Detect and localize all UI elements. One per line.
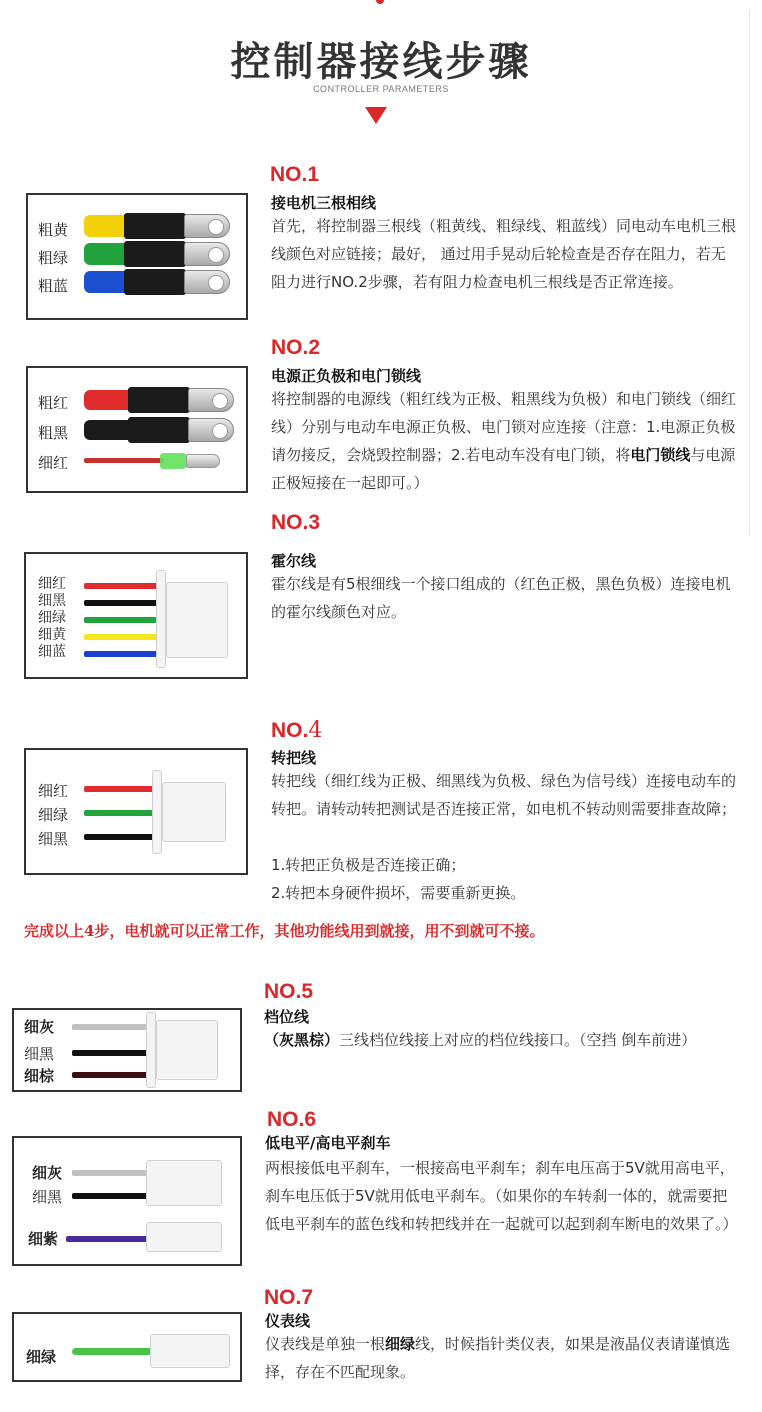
spade-terminal-icon <box>186 454 220 468</box>
step-heading: 电源正负极和电门锁线 <box>271 367 422 385</box>
text-run: 将控制器的电源线（粗红线为正极、粗黑线为负极）和电门锁线（细红线）分别与电动车电源正负极、电门锁对应连接（注意：1.电源正负极请勿接反，会烧毁控制器；2.若电动车没有电门锁，将 <box>271 390 737 464</box>
text-run: 三线档位线接上对应的档位线接口。（空挡 倒车前进） <box>339 1031 697 1049</box>
brake-connector-icon <box>146 1160 222 1206</box>
step-description: 首先，将控制器三根线（粗黄线、粗绿线、粗蓝线）同电动车电机三根线颜色对应链接；最好， 通过用手晃动后轮检查是否存在阻力，若无阻力进行NO.2步骤，若有阻力检查电机三根线是否正常连接。 <box>271 217 737 291</box>
text-run: 线，时候指针类仪表，如果是液晶仪表请谨慎选择，存在不匹配现象。 <box>265 1335 731 1381</box>
thin-black-wire <box>84 600 158 606</box>
ring-terminal-icon <box>188 388 234 412</box>
heat-shrink-sleeve <box>128 387 190 413</box>
ring-terminal-icon <box>184 270 230 294</box>
thin-green-wire <box>84 617 158 623</box>
thin-black-wire <box>72 1193 148 1199</box>
wire-label: 细红 <box>38 782 69 800</box>
text-run: 仪表线是单独一根 <box>265 1335 386 1353</box>
thin-blue-wire <box>84 651 158 657</box>
ring-terminal-icon <box>184 214 230 238</box>
step-number: NO.3 <box>271 511 321 534</box>
step-description: 转把线（细红线为正极、细黑线为负极、绿色为信号线）连接电动车的转把。请转动转把测试是否连接正常，如电机不转动则需要排查故障； <box>271 772 737 818</box>
thin-black-wire <box>72 1050 148 1056</box>
thin-brown-wire <box>72 1072 148 1078</box>
step4-wire-illustration <box>24 748 248 875</box>
wire-label: 细绿 <box>26 1348 57 1366</box>
wire-label: 细紫 <box>28 1230 59 1248</box>
wire-label: 粗绿 <box>38 249 69 267</box>
step-number: NO.1 <box>270 163 320 186</box>
ring-terminal-icon <box>188 418 234 442</box>
wire-label: 粗蓝 <box>38 277 69 295</box>
wire-label: 粗红 <box>38 394 69 412</box>
thin-red-wire <box>84 786 156 792</box>
thin-red-wire <box>84 583 158 589</box>
brake-connector-icon <box>146 1222 222 1252</box>
thin-purple-wire <box>66 1236 148 1242</box>
summary-note: 完成以上4步，电机就可以正常工作，其他功能线用到就接，用不到就可不接。 <box>24 922 545 940</box>
green-sleeve <box>160 453 186 469</box>
wire-label: 细灰 <box>24 1018 55 1036</box>
wire-label: 细绿 <box>38 610 66 626</box>
step-number-prefix: NO. <box>271 719 309 742</box>
wire-label: 细黑 <box>24 1045 55 1063</box>
step-description: 两根接低电平刹车，一根接高电平刹车；刹车电压高于5V就用高电平，刹车电压低于5V就用低电平刹车。（如果你的车转刹一体的，就需要把低电平刹车的蓝色线和转把线并在一起就可以起到刹车断电的效果了。） <box>265 1159 738 1233</box>
thin-gray-wire <box>72 1170 148 1176</box>
page-subtitle: CONTROLLER PARAMETERS <box>313 84 449 94</box>
step-number: NO.2 <box>271 336 321 359</box>
wire-label: 细蓝 <box>38 644 66 660</box>
step6-wire-illustration <box>12 1136 242 1266</box>
throttle-connector-icon <box>152 770 162 854</box>
wire-label: 细红 <box>38 454 69 472</box>
text-run-bold: 细绿 <box>385 1335 416 1353</box>
wire-label: 细黑 <box>38 593 66 609</box>
top-accent-mark <box>376 0 384 4</box>
text-run: 与电源正极短接在一起即可。） <box>271 446 736 492</box>
step-heading: 低电平/高电平刹车 <box>265 1134 391 1152</box>
thin-gray-wire <box>72 1024 148 1030</box>
step-description <box>264 1026 738 1054</box>
gear-connector-icon <box>146 1012 156 1088</box>
page-title: 控制器接线步骤 <box>230 39 532 85</box>
wire-label: 细灰 <box>32 1164 63 1182</box>
hall-connector-icon <box>156 570 166 668</box>
step-number: NO.7 <box>264 1286 314 1309</box>
hall-connector-icon <box>166 582 228 658</box>
wire-label: 粗黄 <box>38 221 69 239</box>
step-number: NO.6 <box>267 1108 317 1131</box>
step-list-item: 2.转把本身硬件损坏，需要重新更换。 <box>271 884 526 902</box>
down-triangle-icon <box>365 107 387 124</box>
gear-connector-icon <box>156 1020 218 1080</box>
throttle-connector-icon <box>162 782 226 842</box>
text-run-bold: 电门锁线 <box>630 446 691 464</box>
wire-label: 粗黑 <box>38 424 69 442</box>
thin-yellow-wire <box>84 634 158 640</box>
wire-label: 细棕 <box>24 1067 55 1085</box>
text-run-bold: （灰黑棕） <box>264 1031 340 1049</box>
step-number-digit: 4 <box>308 718 323 743</box>
step1-wire-illustration <box>26 193 248 320</box>
step-number <box>271 718 322 743</box>
wire-label: 细黑 <box>32 1188 63 1206</box>
step3-wire-illustration <box>24 552 248 679</box>
step-description <box>265 1330 738 1386</box>
heat-shrink-sleeve <box>124 241 186 267</box>
wire-label: 细黑 <box>38 830 69 848</box>
step7-wire-illustration <box>12 1312 242 1382</box>
wire-label: 细红 <box>38 576 66 592</box>
heat-shrink-sleeve <box>128 417 190 443</box>
wire-label: 细黄 <box>38 627 66 643</box>
step-description: 霍尔线是有5根细线一个接口组成的（红色正极，黑色负极）连接电机的霍尔线颜色对应。 <box>271 575 731 621</box>
step-heading: 档位线 <box>264 1008 310 1026</box>
step5-wire-illustration <box>12 1008 242 1092</box>
step-number: NO.5 <box>264 980 314 1003</box>
step-heading: 霍尔线 <box>271 552 317 570</box>
thin-red-wire <box>84 458 164 463</box>
step-list-item: 1.转把正负极是否连接正确； <box>271 856 466 874</box>
thin-black-wire <box>84 834 156 840</box>
step-heading: 接电机三根相线 <box>271 194 377 212</box>
step-heading: 仪表线 <box>265 1312 311 1330</box>
ring-terminal-icon <box>184 242 230 266</box>
wire-label: 细绿 <box>38 806 69 824</box>
meter-connector-icon <box>150 1334 230 1368</box>
heat-shrink-sleeve <box>124 269 186 295</box>
step-description <box>271 385 737 497</box>
step-heading: 转把线 <box>271 749 317 767</box>
thin-green-wire <box>84 810 156 816</box>
thin-green-wire <box>72 1348 156 1355</box>
step2-wire-illustration <box>26 366 248 493</box>
heat-shrink-sleeve <box>124 213 186 239</box>
